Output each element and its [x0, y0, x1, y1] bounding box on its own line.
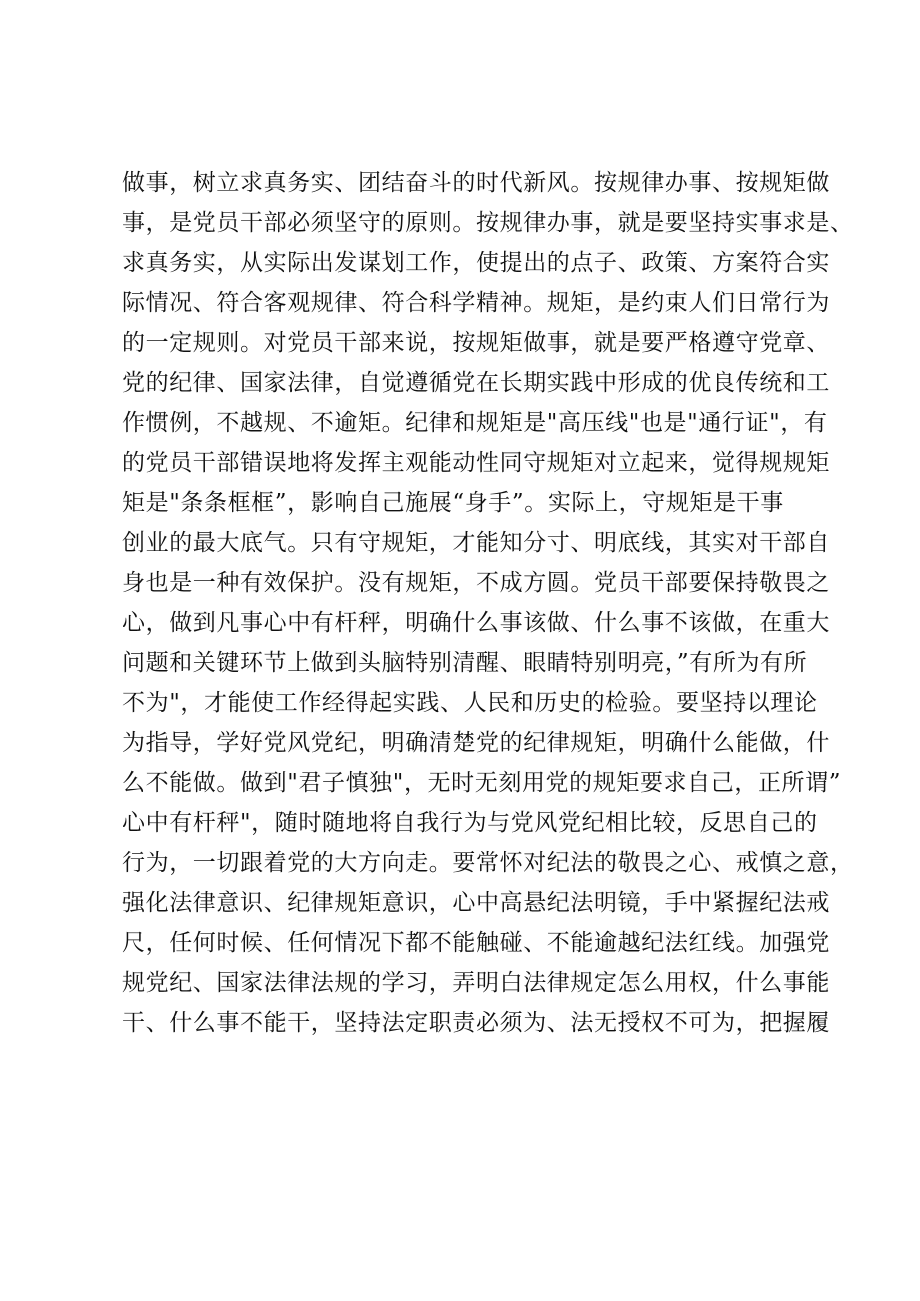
text-line: 际情况、符合客观规律、符合科学精神。规矩，是约束人们日常行为 [122, 290, 830, 316]
text-line: 心，做到凡事心中有杆秤，明确什么事该做、什么事不该做，在重大 [122, 610, 830, 636]
text-line: 不为"，才能使工作经得起实践、人民和历史的检验。要坚持以理论 [122, 690, 818, 716]
text-line: 规党纪、国家法律法规的学习，弄明白法律规定怎么用权，什么事能 [122, 970, 830, 996]
text-line: 作惯例，不越规、不逾矩。纪律和规矩是"高压线"也是"通行证"，有 [122, 410, 828, 436]
text-line: 身也是一种有效保护。没有规矩，不成方圆。党员干部要保持敬畏之 [122, 570, 830, 596]
text-line: 尺，任何时候、任何情况下都不能触碰、不能逾越纪法红线。加强党 [122, 930, 830, 956]
text-line: 党的纪律、国家法律，自觉遵循党在长期实践中形成的优良传统和工 [122, 370, 830, 396]
text-line: 做事，树立求真务实、团结奋斗的时代新风。按规律办事、按规矩做 [122, 170, 830, 196]
text-line: 么不能做。做到"君子慎独"，无时无刻用党的规矩要求自己，正所谓” [122, 770, 842, 796]
body-text [122, 163, 854, 1043]
text-line: 创业的最大底气。只有守规矩，才能知分寸、明底线，其实对干部自 [122, 530, 830, 556]
text-line: 求真务实，从实际出发谋划工作，使提出的点子、政策、方案符合实 [122, 250, 830, 276]
text-line: 干、什么事不能干，坚持法定职责必须为、法无授权不可为，把握履 [122, 1010, 830, 1036]
text-line: 矩是"条条框框”，影响自己施展“身手”。实际上，守规矩是干事 [122, 490, 784, 516]
text-line: 的一定规则。对党员干部来说，按规矩做事，就是要严格遵守党章、 [122, 330, 830, 356]
text-line: 强化法律意识、纪律规矩意识，心中高悬纪法明镜，手中紧握纪法戒 [122, 890, 830, 916]
text-line: 问题和关键环节上做到头脑特别清醒、眼睛特别明亮，”有所为有所 [122, 650, 808, 676]
text-line: 为指导，学好党风党纪，明确清楚党的纪律规矩，明确什么能做，什 [122, 730, 830, 756]
text-line: 行为，一切跟着党的大方向走。要常怀对纪法的敬畏之心、戒慎之意， [122, 850, 854, 876]
text-line: 心中有杆秤"，随时随地将自我行为与党风党纪相比较，反思自己的 [122, 810, 818, 836]
text-line: 事，是党员干部必须坚守的原则。按规律办事，就是要坚持实事求是、 [122, 210, 854, 236]
text-line: 的党员干部错误地将发挥主观能动性同守规矩对立起来，觉得规规矩 [122, 450, 830, 476]
